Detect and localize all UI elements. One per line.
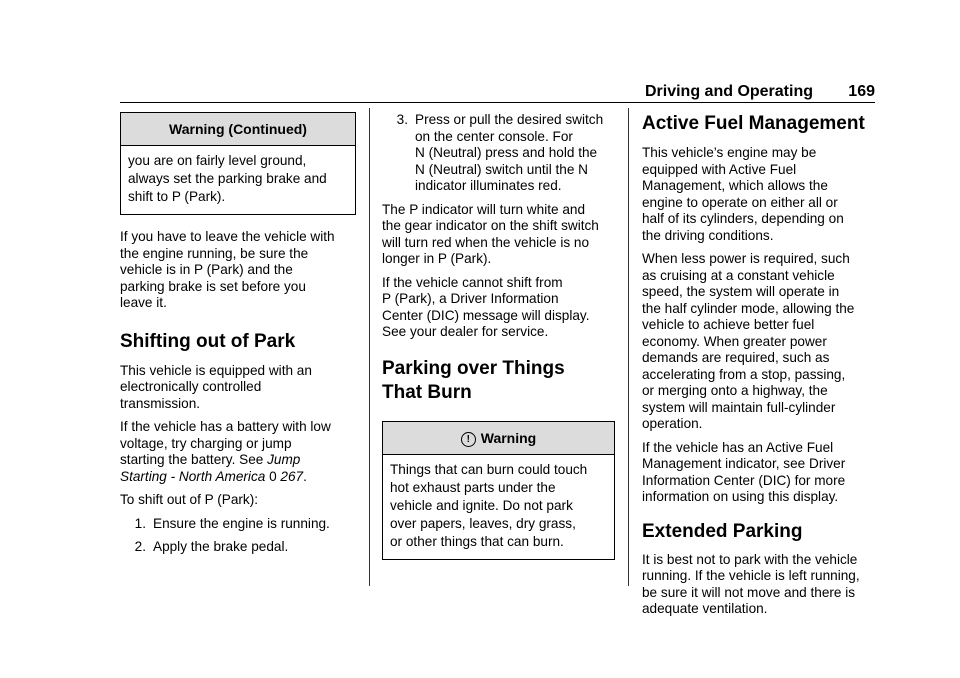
- paragraph: When less power is required, such as cruising at a constant vehicle speed, the system will operate in the half cylinder mode, allowing the vehicle to achieve better fuel economy. When greater power demands are required, such as accelerating from a stop, passing, or merging onto a highway, the system will maintain full-cylinder operation.: [642, 251, 855, 431]
- step-list: [120, 516, 356, 556]
- paragraph: This vehicle’s engine may be equipped with Active Fuel Management, which allows the engine to operate on either all or half of its cylinders, depending on the driving conditions.: [642, 145, 844, 243]
- warning-title: Warning: [480, 429, 537, 446]
- section-heading: Shifting out of Park: [120, 330, 296, 352]
- section-heading: Extended Parking: [642, 520, 803, 542]
- paragraph: If the vehicle cannot shift from P (Park), a Driver Information Center (DIC) message will display. See your dealer for service.: [382, 274, 590, 339]
- paragraph: To shift out of P (Park):: [120, 492, 259, 507]
- text-line: always set the parking brake and: [128, 171, 327, 186]
- warning-continued-box: [120, 112, 356, 215]
- warning-body: [383, 455, 614, 559]
- section-title: Driving and Operating: [644, 83, 813, 100]
- column-3: [642, 112, 878, 625]
- warning-box: [382, 421, 615, 560]
- paragraph: If the vehicle has a battery with low voltage, try charging or jump starting the battery. See Jump Starting - North America 0 267.: [120, 419, 331, 484]
- text-line: you are on fairly level ground,: [128, 153, 307, 168]
- column-divider: [628, 108, 629, 586]
- page-ref-icon: 0: [269, 468, 277, 484]
- warning-icon: !: [461, 432, 476, 447]
- text-line: over papers, leaves, dry grass,: [390, 515, 576, 531]
- page-header: [120, 82, 875, 103]
- list-item: 1. Ensure the engine is running.: [134, 515, 330, 531]
- column-2: [382, 112, 615, 560]
- page-number: 169: [848, 83, 875, 100]
- text-line: shift to P (Park).: [128, 189, 226, 204]
- text-line: hot exhaust parts under the: [390, 479, 556, 495]
- paragraph: If the vehicle has an Active Fuel Management indicator, see Driver Information Center (DIC) for more information on using this display.: [642, 439, 846, 504]
- step-list: [382, 112, 615, 195]
- page-ref[interactable]: 267: [280, 468, 304, 484]
- text-line: vehicle and ignite. Do not park: [390, 497, 573, 513]
- list-item: 3. Press or pull the desired switch on the center console. For N (Neutral) press and hold the N (Neutral) switch until the N indicator illuminates red.: [396, 112, 604, 193]
- column-divider: [369, 108, 370, 586]
- paragraph: It is best not to park with the vehicle running. If the vehicle is left running, be sure it will not move and there is adequate ventilation.: [642, 551, 860, 616]
- column-1: [120, 112, 356, 563]
- jump-starting-link[interactable]: Jump: [267, 452, 301, 467]
- section-heading: Active Fuel Management: [642, 113, 865, 134]
- paragraph: The P indicator will turn white and the gear indicator on the shift switch will turn red when the vehicle is no longer in P (Park).: [382, 201, 599, 266]
- warning-body: [121, 146, 355, 214]
- paragraph: This vehicle is equipped with an electronically controlled transmission.: [120, 362, 312, 411]
- text-line: or other things that can burn.: [390, 533, 564, 549]
- section-heading: Parking over Things That Burn: [382, 357, 565, 403]
- list-item: 2. Apply the brake pedal.: [134, 539, 289, 554]
- paragraph: If you have to leave the vehicle with the engine running, be sure the vehicle is in P (Park) and the parking brake is set before you leave it.: [120, 229, 335, 310]
- warning-title: Warning (Continued): [121, 113, 355, 146]
- jump-starting-link[interactable]: Starting - North America: [120, 468, 266, 484]
- text-line: Things that can burn could touch: [390, 461, 588, 477]
- warning-header: [383, 422, 614, 455]
